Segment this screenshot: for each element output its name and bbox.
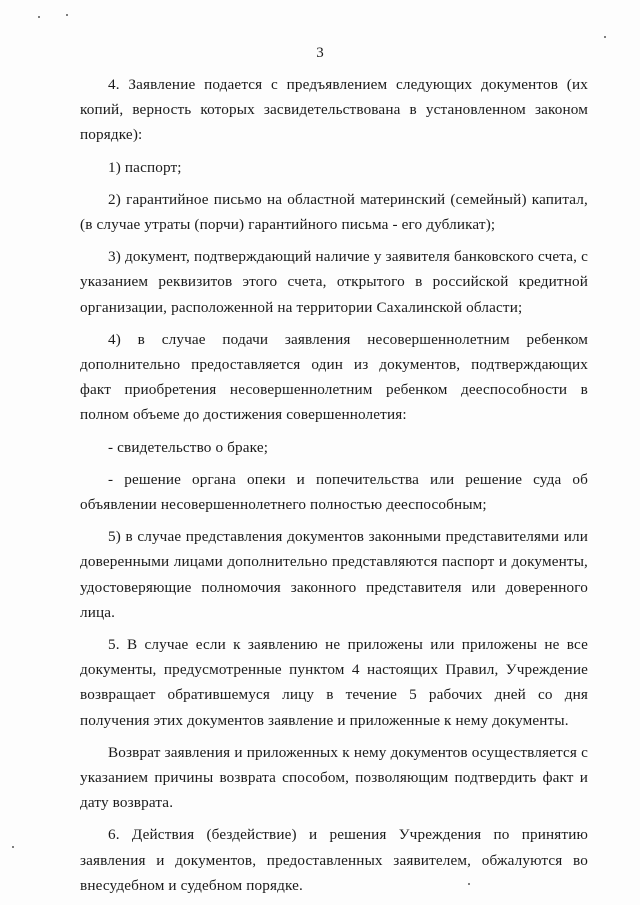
list-item-guarantee-letter: 2) гарантийное письмо на областной материнский (семейный) капитал, (в случае утраты (порчи) гарантийного письма - его дубликат); <box>80 190 588 234</box>
paragraph-return-procedure: Возврат заявления и приложенных к нему документов осуществляется с указанием причины возврата способом, позволяющим подтвердить факт и дату возврата. <box>80 743 588 812</box>
list-item-bank-account: 3) документ, подтверждающий наличие у заявителя банковского счета, с указанием реквизитов этого счета, открытого в российской кредитной организации, расположенной на территории Сахалинской области; <box>80 248 588 316</box>
paragraph-6-appeal: 6. Действия (бездействие) и решения Учреждения по принятию заявления и документов, предоставленных заявителем, обжалуются во внесудебном и судебном порядке. <box>80 826 588 894</box>
list-item-minor-applicant: 4) в случае подачи заявления несовершеннолетним ребенком дополнительно предоставляется один из документов, подтверждающих факт приобретения несовершеннолетним ребенком дееспособности в полном объеме до достижения совершеннолетия: <box>80 330 588 424</box>
document-body <box>80 72 588 898</box>
paragraph-4-documents: 4. Заявление подается с предъявлением следующих документов (их копий, верность которых засвидетельствована в установленном законом порядке): <box>80 76 588 144</box>
list-item-passport: 1) паспорт; <box>108 158 182 176</box>
sublist-item-marriage-certificate: - свидетельство о браке; <box>108 438 269 456</box>
list-item-representatives: 5) в случае представления документов законными представителями или доверенными лицами дополнительно представляются паспорт и документы, удостоверяющие полномочия законного представителя или доверенного лица. <box>80 528 588 621</box>
paragraph-5-return: 5. В случае если к заявлению не приложены или приложены не все документы, предусмотренные пунктом 4 настоящих Правил, Учреждение возвращает обратившемуся лицу в течение 5 рабочих дней со дня получения этих документов заявление и приложенные к нему документы. <box>80 636 588 729</box>
scan-speck <box>12 846 14 848</box>
sublist-item-court-decision: - решение органа опеки и попечительства или решение суда об объявлении несовершеннолетнего полностью дееспособным; <box>80 470 588 514</box>
page-number: 3 <box>316 45 324 61</box>
scan-speck <box>604 36 606 38</box>
scan-speck <box>66 14 68 16</box>
scan-speck <box>38 16 40 18</box>
